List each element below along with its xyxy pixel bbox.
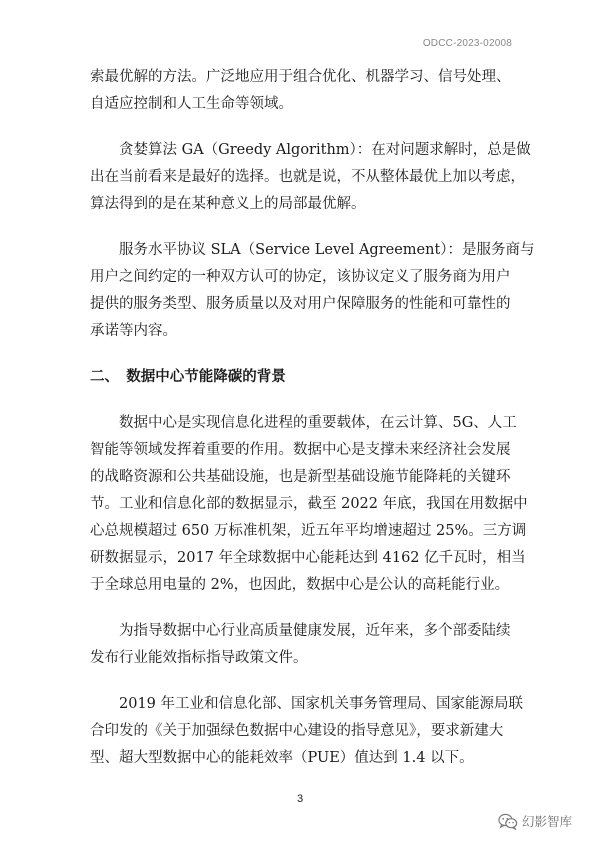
watermark-text: 幻影智库 [522, 814, 573, 829]
page-number: 3 [296, 793, 304, 805]
watermark [498, 812, 572, 830]
text-line: 发布行业能效指标指导政策文件。 [90, 650, 308, 666]
text-line: 智能等领域发挥着重要的作用。数据中心是支撑未来经济社会发展 [90, 442, 511, 458]
text-line: 用户之间约定的一种双方认可的协定，该协议定义了服务商为用户 [90, 269, 511, 285]
text-line: 算法得到的是在某种意义上的局部最优解。 [90, 196, 366, 212]
paragraph-ga-cont [90, 64, 512, 118]
text-line: 索最优解的方法。广泛地应用于组合优化、机器学习、信号处理、 [90, 69, 511, 85]
wechat-icon [498, 813, 518, 830]
text-line: 出在当前看来是最好的选择。也就是说，不从整体最优上加以考虑， [90, 169, 525, 185]
paragraph-greedy-algorithm [90, 137, 531, 218]
text-line: 型、超大型数据中心的能耗效率（PUE）值达到 1.4 以下。 [90, 750, 474, 766]
paragraph-sla [90, 237, 535, 345]
paragraph-2019-guidance [90, 691, 524, 772]
page-body [90, 64, 535, 772]
text-line: 自适应控制和人工生命等领域。 [90, 96, 293, 112]
text-line: 服务水平协议 SLA（Service Level Agreement）：是服务商与 [90, 242, 535, 258]
text-line: 合印发的《关于加强绿色数据中心建设的指导意见》，要求新建大 [90, 723, 504, 739]
text-line: 于全球总用电量的 2%，也因此，数据中心是公认的高耗能行业。 [90, 577, 510, 593]
text-line: 提供的服务类型、服务质量以及对用户保障服务的性能和可靠性的 [90, 296, 511, 312]
text-line: 节。工业和信息化部的数据显示，截至 2022 年底，我国在用数据中 [90, 496, 528, 512]
text-line: 心总规模超过 650 万标准机架，近五年平均增速超过 25%。三方调 [90, 523, 527, 539]
paragraph-datacenter-role [90, 410, 528, 599]
text-line: 承诺等内容。 [90, 323, 177, 339]
text-line: 为指导数据中心行业高质量健康发展，近年来，多个部委陆续 [90, 623, 511, 639]
text-line: 研数据显示，2017 年全球数据中心能耗达到 4162 亿千瓦时，相当 [90, 550, 526, 566]
text-line: 2019 年工业和信息化部、国家机关事务管理局、国家能源局联 [90, 696, 524, 712]
section-heading: 二、 数据中心节能降碳的背景 [90, 369, 286, 385]
text-line: 贪婪算法 GA（Greedy Algorithm）：在对问题求解时，总是做 [90, 142, 531, 158]
text-line: 数据中心是实现信息化进程的重要载体，在云计算、5G、人工 [90, 415, 517, 431]
document-id: ODCC-2023-02008 [422, 38, 512, 49]
text-line: 的战略资源和公共基础设施，也是新型基础设施节能降耗的关键环 [90, 469, 511, 485]
paragraph-policy-guidance [90, 618, 512, 672]
